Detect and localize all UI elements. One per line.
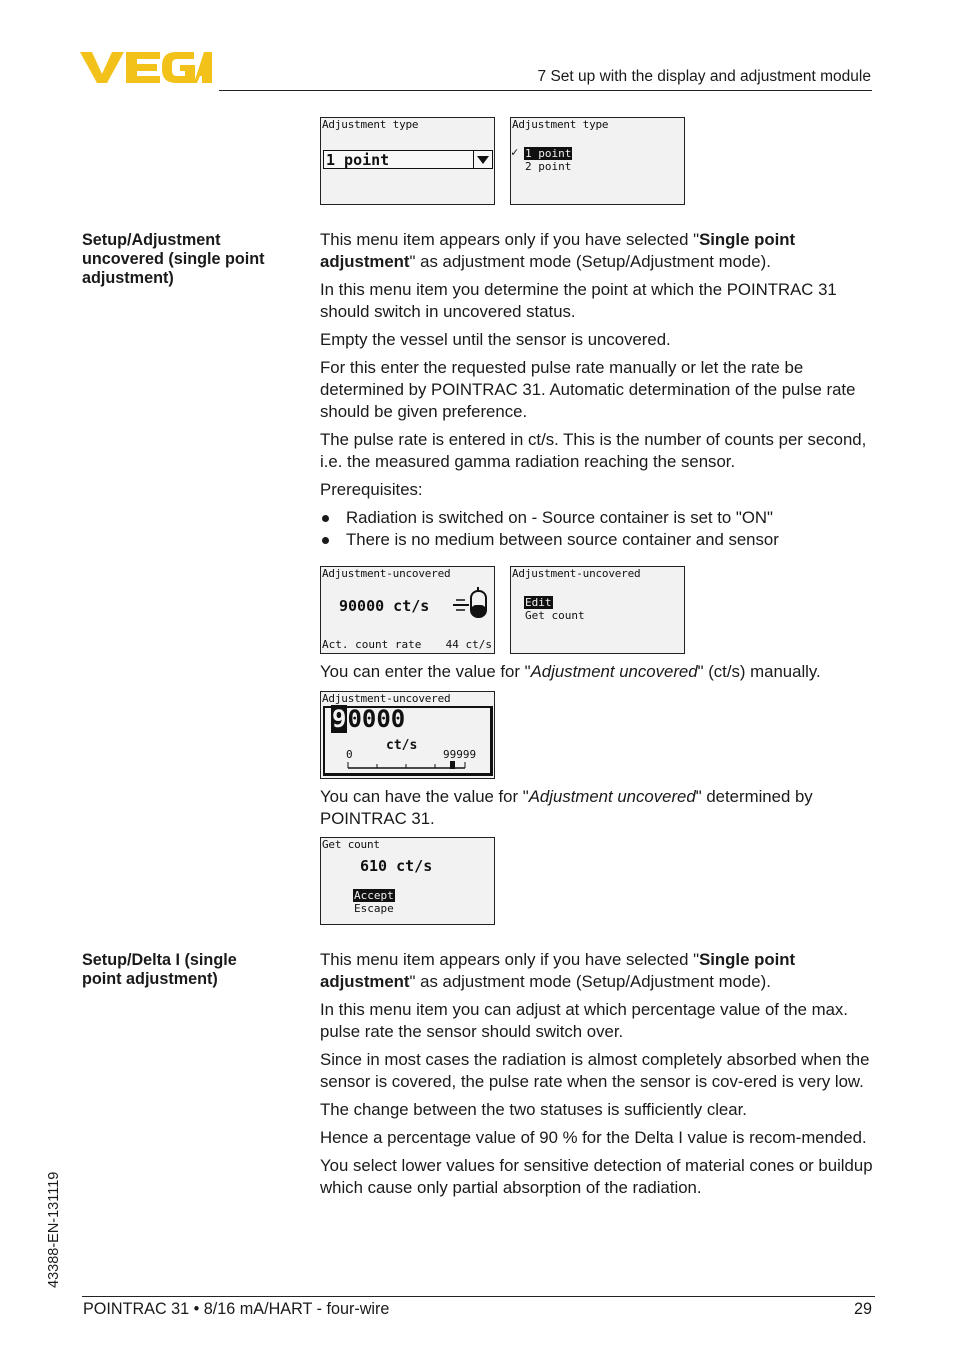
lcd-title: Adjustment-uncovered xyxy=(322,692,451,705)
lcd-adjustment-type-list xyxy=(510,117,685,205)
paragraph: Hence a percentage value of 90 % for the Delta I value is recom-mended. xyxy=(320,1128,867,1147)
label-line: uncovered (single point xyxy=(82,250,265,268)
lcd-title: Adjustment type xyxy=(322,118,419,131)
paragraph: For this enter the requested pulse rate manually or let the rate be determined by POINTRAC 31. Automatic determination of the pulse rate should be given preference. xyxy=(320,358,856,421)
paragraph: The pulse rate is entered in ct/s. This is the number of counts per second, i.e. the measured gamma radiation reaching the sensor. xyxy=(320,430,867,471)
act-count-value: 44 ct/s xyxy=(445,638,492,651)
paragraph: Since in most cases the radiation is almost completely absorbed when the sensor is covered, the pulse rate when the sensor is cov-ered is very low. xyxy=(320,1050,870,1091)
scale-min: 0 xyxy=(346,748,353,761)
count-value: 90000 ct/s xyxy=(339,597,430,615)
edit-digits: 0000 xyxy=(347,705,406,733)
get-count-value: 610 ct/s xyxy=(360,857,433,875)
option-2-point[interactable]: 2 point xyxy=(525,160,572,173)
logo-text: VEGA xyxy=(80,48,83,49)
paragraph: Empty the vessel until the sensor is uncovered. xyxy=(320,330,671,349)
paragraph: In this menu item you can adjust at which percentage value of the max. pulse rate the sensor should switch over. xyxy=(320,1000,848,1041)
lcd-adjustment-uncovered-menu xyxy=(510,566,685,654)
page-number: 29 xyxy=(853,1300,872,1318)
label-line: Setup/Delta I (single xyxy=(82,951,237,969)
section2-body xyxy=(320,949,875,1205)
lcd-get-count xyxy=(320,837,495,925)
menu-edit[interactable]: Edit xyxy=(525,596,552,609)
section-label-uncovered xyxy=(82,231,302,288)
value-scale-bar xyxy=(347,760,467,770)
menu-get-count[interactable]: Get count xyxy=(525,609,585,622)
dropdown-arrow-icon[interactable] xyxy=(473,151,492,168)
paragraph-determined: You can have the value for "Adjustment uncovered" determined by POINTRAC 31. xyxy=(320,787,813,828)
paragraph: This menu item appears only if you have selected "Single point adjustment" as adjustment mode (Setup/Adjustment mode). xyxy=(320,230,796,271)
option-1-point[interactable]: 1 point xyxy=(525,147,572,160)
dropdown-field[interactable] xyxy=(323,150,493,169)
lcd-title: Adjustment type xyxy=(512,118,609,131)
footer-rule xyxy=(82,1296,875,1297)
label-line: Setup/Adjustment xyxy=(82,231,221,249)
edit-number xyxy=(331,705,405,733)
check-icon: ✓ xyxy=(511,145,519,159)
list-item: There is no medium between source container and sensor xyxy=(320,529,875,551)
accept-option[interactable]: Accept xyxy=(354,889,394,902)
scale-max: 99999 xyxy=(443,748,477,761)
sensor-tank-icon xyxy=(451,585,493,625)
lcd-title: Get count xyxy=(322,838,380,851)
section-label-delta xyxy=(82,951,302,989)
footer-product: POINTRAC 31 • 8/16 mA/HART - four-wire xyxy=(83,1300,390,1318)
header-rule xyxy=(219,90,872,91)
edit-cursor-digit[interactable]: 9 xyxy=(332,705,347,733)
list-item: Radiation is switched on - Source container is set to "ON" xyxy=(320,507,875,529)
paragraph: In this menu item you determine the point at which the POINTRAC 31 should switch in uncovered status. xyxy=(320,280,837,321)
lcd-title: Adjustment-uncovered xyxy=(322,567,451,580)
act-count-label: Act. count rate xyxy=(322,638,422,651)
paragraph: You select lower values for sensitive detection of material cones or buildup which cause only partial absorption of the radiation. xyxy=(320,1156,873,1197)
lcd-adjustment-type-dropdown xyxy=(320,117,495,205)
section-title: 7 Set up with the display and adjustment module xyxy=(537,68,871,85)
section1-body xyxy=(320,229,875,551)
paragraph-enter-manually: You can enter the value for "Adjustment uncovered" (ct/s) manually. xyxy=(320,662,821,681)
lcd-title: Adjustment-uncovered xyxy=(512,567,641,580)
paragraph: The change between the two statuses is sufficiently clear. xyxy=(320,1100,747,1119)
prerequisites-list xyxy=(320,507,875,551)
dropdown-value: 1 point xyxy=(326,151,390,169)
label-line: point adjustment) xyxy=(82,970,218,988)
label-line: adjustment) xyxy=(82,269,174,287)
paragraph: This menu item appears only if you have selected "Single point adjustment" as adjustment mode (Setup/Adjustment mode). xyxy=(320,950,796,991)
paragraph: Prerequisites: xyxy=(320,480,423,499)
lcd-adjustment-uncovered-edit xyxy=(320,691,495,779)
edit-unit: ct/s xyxy=(386,738,418,753)
document-id: 43388-EN-131119 xyxy=(46,1171,62,1288)
lcd-adjustment-uncovered-value xyxy=(320,566,495,654)
escape-option[interactable]: Escape xyxy=(354,902,394,915)
vega-logo xyxy=(80,50,212,84)
